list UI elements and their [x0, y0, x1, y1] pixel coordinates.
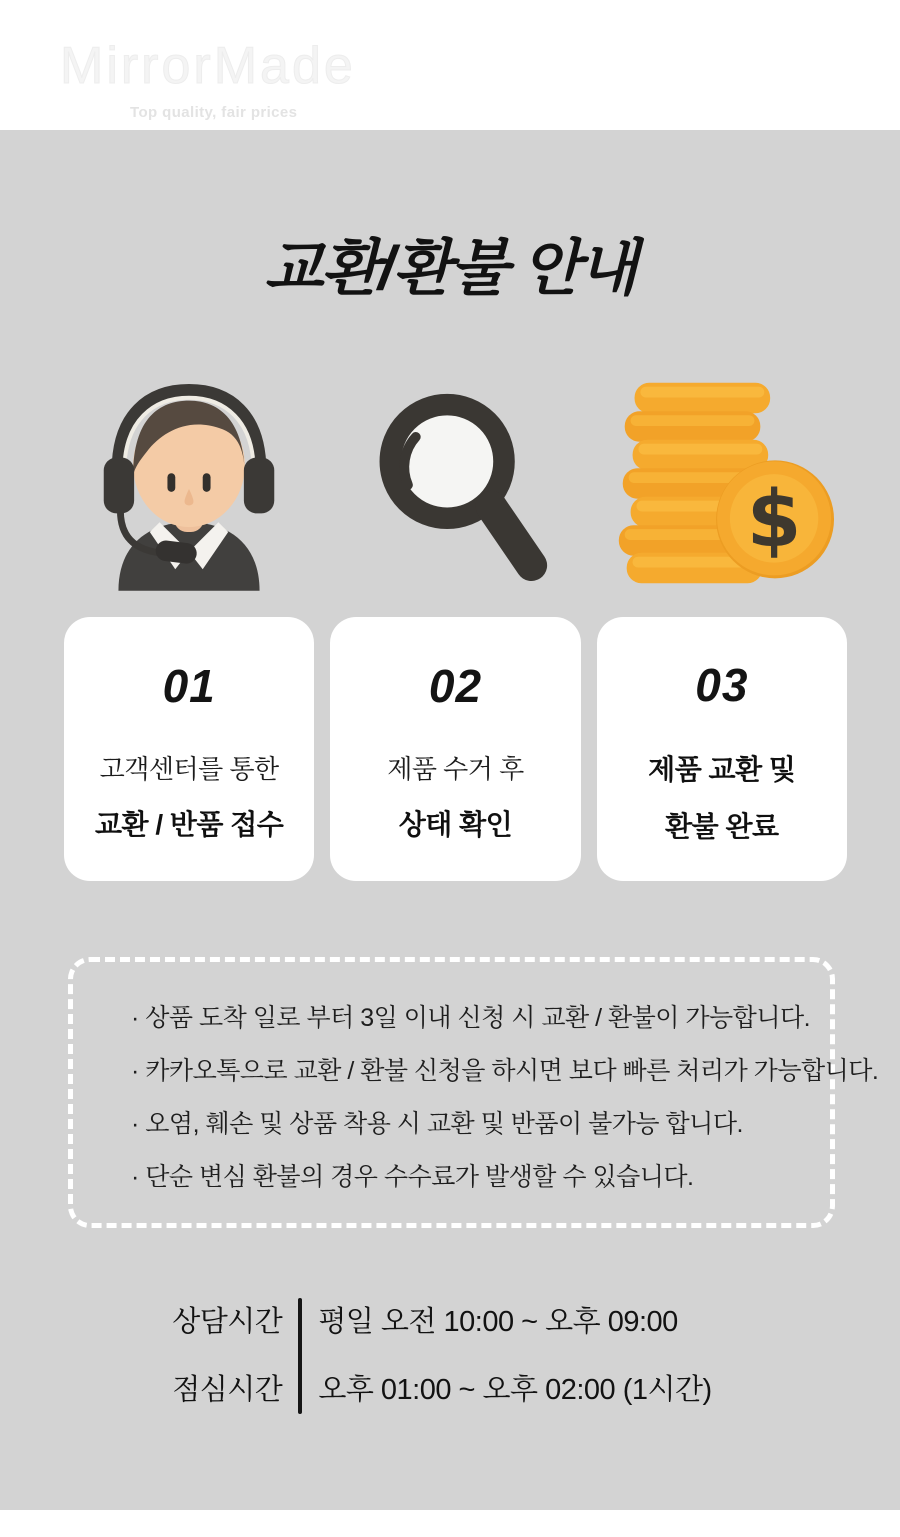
main-section	[0, 130, 900, 1510]
header	[0, 0, 900, 130]
magnifier-icon	[357, 372, 553, 594]
hours-value: 평일 오전 10:00 ~ 오후 09:00	[318, 1306, 678, 1338]
note-item: · 단순 변심 환불의 경우 수수료가 발생할 수 있습니다.	[131, 1163, 694, 1191]
icons-row	[64, 370, 847, 596]
headset-support-agent-icon	[91, 372, 287, 594]
notes-box	[68, 957, 879, 1228]
step-number: 01	[162, 660, 216, 712]
hours-values-column	[302, 1298, 711, 1414]
step-text-line2: 교환 / 반품 접수	[94, 809, 284, 840]
step-number: 03	[695, 658, 749, 711]
page-title: 교환/환불 안내	[264, 234, 636, 302]
footer-strip	[0, 1510, 900, 1537]
hours-section	[0, 1298, 900, 1414]
brand-tagline: Top quality, fair prices	[130, 104, 298, 121]
step2-icon-cell	[330, 370, 580, 596]
svg-text:$: $	[746, 472, 802, 565]
note-item: · 카카오톡으로 교환 / 환불 신청을 하시면 보다 빠른 처리가 가능합니다.	[131, 1057, 879, 1085]
brand-logo: MirrorMade	[60, 37, 356, 95]
hours-table	[172, 1298, 711, 1414]
step1-icon-cell	[64, 370, 314, 596]
step-text-line1: 고객센터를 통한	[99, 754, 279, 784]
step3-icon-cell	[597, 370, 847, 596]
coins-dollar-icon	[609, 372, 835, 594]
hours-label: 점심시간	[172, 1374, 283, 1406]
step-text-line2: 상태 확인	[398, 809, 513, 840]
note-item: · 오염, 훼손 및 상품 착용 시 교환 및 반품이 불가능 합니다.	[131, 1110, 743, 1138]
note-item: · 상품 도착 일로 부터 3일 이내 신청 시 교환 / 환불이 가능합니다.	[131, 1004, 811, 1032]
step-card-2	[330, 617, 580, 881]
hours-labels-column	[172, 1298, 298, 1414]
step-card-1	[64, 617, 314, 881]
hours-value: 오후 01:00 ~ 오후 02:00 (1시간)	[318, 1374, 712, 1406]
step-cards-row	[64, 617, 847, 881]
step-card-3	[597, 617, 847, 881]
hours-label: 상담시간	[172, 1306, 283, 1338]
step-text-line1: 제품 수거 후	[387, 754, 524, 784]
step-text-line2: 환불 완료	[665, 810, 779, 842]
step-number: 02	[428, 660, 483, 712]
step-text-line1: 제품 교환 및	[648, 753, 796, 785]
